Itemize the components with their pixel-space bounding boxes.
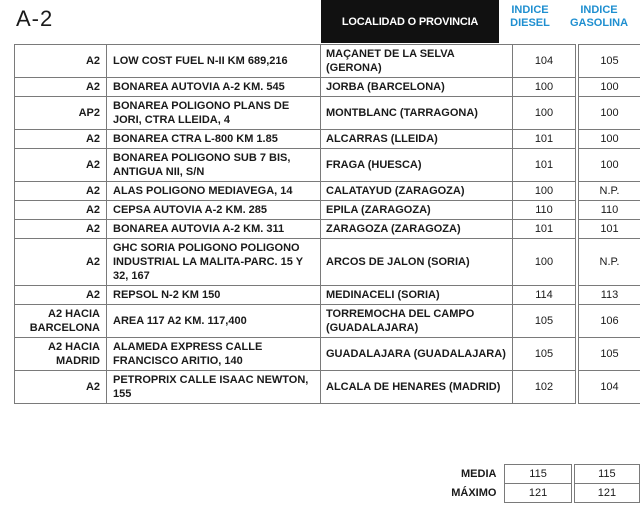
table-row — [15, 130, 640, 149]
gasoline-index-cell: 105 — [579, 45, 640, 78]
road-cell: A2 — [15, 182, 107, 201]
location-cell: ALCARRAS (LLEIDA) — [321, 130, 513, 149]
location-cell: MONTBLANC (TARRAGONA) — [321, 97, 513, 130]
location-cell: ZARAGOZA (ZARAGOZA) — [321, 220, 513, 239]
diesel-index-cell: 100 — [513, 182, 576, 201]
location-cell: MEDINACELI (SORIA) — [321, 286, 513, 305]
diesel-index-cell: 100 — [513, 78, 576, 97]
gasoline-index-cell: 100 — [579, 97, 640, 130]
diesel-index-cell: 100 — [513, 239, 576, 286]
fuel-station-table — [14, 44, 640, 404]
road-cell: A2 — [15, 78, 107, 97]
location-cell: GUADALAJARA (GUADALAJARA) — [321, 338, 513, 371]
location-cell: EPILA (ZARAGOZA) — [321, 201, 513, 220]
gasoline-index-cell: N.P. — [579, 239, 640, 286]
diesel-index-cell: 101 — [513, 130, 576, 149]
station-name-cell: ALAS POLIGONO MEDIAVEGA, 14 — [107, 182, 321, 201]
road-cell: A2 HACIA BARCELONA — [15, 305, 107, 338]
table-row — [15, 338, 640, 371]
location-cell: FRAGA (HUESCA) — [321, 149, 513, 182]
table-row — [15, 220, 640, 239]
location-cell: JORBA (BARCELONA) — [321, 78, 513, 97]
station-name-cell: BONAREA AUTOVIA A-2 KM. 545 — [107, 78, 321, 97]
road-cell: AP2 — [15, 97, 107, 130]
diesel-index-header — [496, 4, 564, 30]
road-cell: A2 — [15, 371, 107, 404]
gasoline-index-cell: N.P. — [579, 182, 640, 201]
table-row — [15, 149, 640, 182]
station-name-cell: GHC SORIA POLIGONO POLIGONO INDUSTRIAL LA MALITA-PARC. 15 Y 32, 167 — [107, 239, 321, 286]
media-label: MEDIA — [461, 468, 497, 480]
station-name-cell: AREA 117 A2 KM. 117,400 — [107, 305, 321, 338]
table-row — [15, 97, 640, 130]
diesel-header-line1: INDICE — [511, 4, 549, 16]
location-cell: ALCALA DE HENARES (MADRID) — [321, 371, 513, 404]
diesel-index-cell: 104 — [513, 45, 576, 78]
location-cell: CALATAYUD (ZARAGOZA) — [321, 182, 513, 201]
media-gas-value: 115 — [574, 465, 639, 484]
gasoline-index-cell: 105 — [579, 338, 640, 371]
road-cell: A2 — [15, 149, 107, 182]
diesel-header-line2: DIESEL — [510, 17, 550, 29]
location-cell: TORREMOCHA DEL CAMPO (GUADALAJARA) — [321, 305, 513, 338]
media-diesel-value: 115 — [505, 465, 571, 484]
station-name-cell: REPSOL N-2 KM 150 — [107, 286, 321, 305]
location-cell: MAÇANET DE LA SELVA (GERONA) — [321, 45, 513, 78]
station-name-cell: CEPSA AUTOVIA A-2 KM. 285 — [107, 201, 321, 220]
max-diesel-value: 121 — [505, 484, 571, 503]
page-title: A-2 — [16, 6, 54, 31]
gas-header-line1: INDICE — [580, 4, 618, 16]
diesel-index-cell: 114 — [513, 286, 576, 305]
diesel-index-cell: 100 — [513, 97, 576, 130]
gasoline-index-cell: 113 — [579, 286, 640, 305]
diesel-index-cell: 110 — [513, 201, 576, 220]
gasoline-index-cell: 100 — [579, 149, 640, 182]
summary-row-media — [320, 465, 640, 484]
table-row — [15, 201, 640, 220]
gasoline-index-cell: 104 — [579, 371, 640, 404]
station-name-cell: LOW COST FUEL N-II KM 689,216 — [107, 45, 321, 78]
summary-row-max — [320, 484, 640, 503]
gasoline-index-cell: 100 — [579, 78, 640, 97]
location-column-header: LOCALIDAD O PROVINCIA — [321, 0, 499, 43]
diesel-index-cell: 102 — [513, 371, 576, 404]
diesel-index-cell: 105 — [513, 305, 576, 338]
table-row — [15, 45, 640, 78]
table-row — [15, 286, 640, 305]
diesel-index-cell: 101 — [513, 220, 576, 239]
max-label: MÁXIMO — [451, 487, 497, 499]
diesel-index-cell: 105 — [513, 338, 576, 371]
table-body — [15, 45, 640, 404]
road-cell: A2 — [15, 45, 107, 78]
gasoline-index-cell: 101 — [579, 220, 640, 239]
road-cell: A2 — [15, 286, 107, 305]
station-name-cell: BONAREA POLIGONO SUB 7 BIS, ANTIGUA NII, S/N — [107, 149, 321, 182]
diesel-index-cell: 101 — [513, 149, 576, 182]
table-row — [15, 78, 640, 97]
gas-header-line2: GASOLINA — [569, 17, 629, 29]
station-name-cell: BONAREA POLIGONO PLANS DE JORI, CTRA LLEIDA, 4 — [107, 97, 321, 130]
station-name-cell: BONAREA AUTOVIA A-2 KM. 311 — [107, 220, 321, 239]
max-gas-value: 121 — [574, 484, 639, 503]
gasoline-index-cell: 110 — [579, 201, 640, 220]
table-row — [15, 239, 640, 286]
road-cell: A2 HACIA MADRID — [15, 338, 107, 371]
station-name-cell: BONAREA CTRA L-800 KM 1.85 — [107, 130, 321, 149]
summary-table — [320, 464, 640, 503]
table-row — [15, 305, 640, 338]
road-cell: A2 — [15, 239, 107, 286]
road-cell: A2 — [15, 201, 107, 220]
table-row — [15, 182, 640, 201]
road-cell: A2 — [15, 220, 107, 239]
station-name-cell: PETROPRIX CALLE ISAAC NEWTON, 155 — [107, 371, 321, 404]
gasoline-index-cell: 100 — [579, 130, 640, 149]
location-cell: ARCOS DE JALON (SORIA) — [321, 239, 513, 286]
gasoline-index-header — [565, 4, 633, 30]
table-row — [15, 371, 640, 404]
station-name-cell: ALAMEDA EXPRESS CALLE FRANCISCO ARITIO, 140 — [107, 338, 321, 371]
road-cell: A2 — [15, 130, 107, 149]
gasoline-index-cell: 106 — [579, 305, 640, 338]
